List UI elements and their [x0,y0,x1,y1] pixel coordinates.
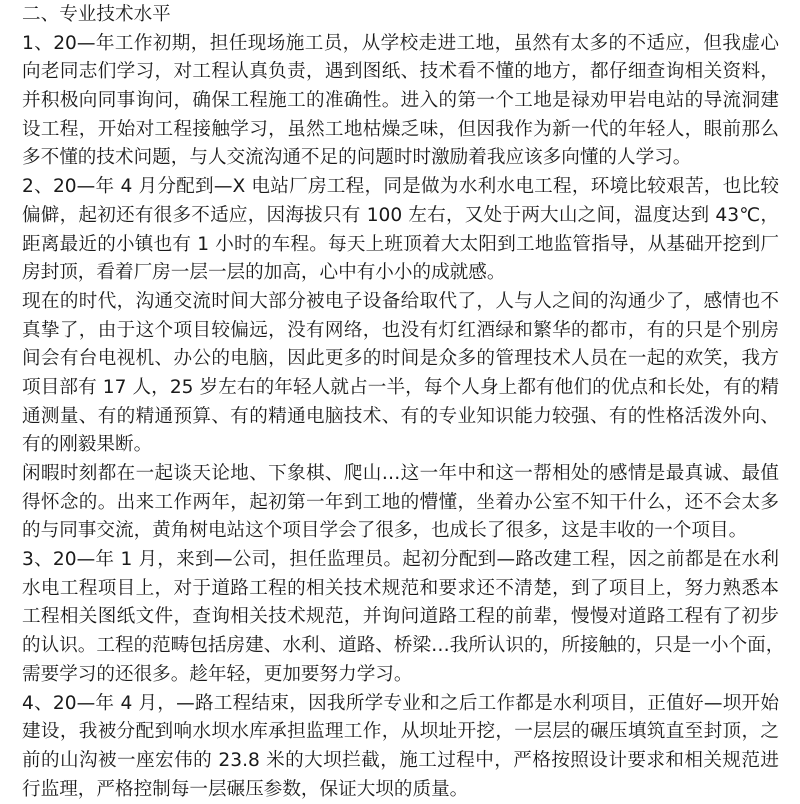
paragraph-line: 需要学习的还很多。趁年轻，更加要努力学习。 [22,661,779,690]
paragraph-line: 建设，我被分配到响水坝水库承担监理工作，从坝址开挖，一层层的碾压填筑直至封顶，之 [22,718,779,747]
paragraph-line: 工程相关图纸文件，查询相关技术规范，并询问道路工程的前辈，慢慢对道路工程有了初步 [22,603,779,632]
paragraph-line: 项目部有 17 人，25 岁左右的年轻人就占一半，每个人身上都有他们的优点和长处，有的精 [22,374,779,403]
paragraph-line: 的与同事交流，黄角树电站这个项目学会了很多，也成长了很多，这是丰收的一个项目。 [22,517,779,546]
paragraph-line: 向老同志们学习，对工程认真负责，遇到图纸、技术看不懂的地方，都仔细查询相关资料， [22,58,779,87]
paragraph-line: 有的刚毅果断。 [22,431,779,460]
paragraph-line: 4、20—年 4 月，—路工程结束，因我所学专业和之后工作都是水利项目，正值好—坝开始 [22,690,779,719]
paragraph-line: 闲暇时刻都在一起谈天论地、下象棋、爬山…这一年中和这一帮相处的感情是最真诚、最值 [22,460,779,489]
paragraph-line: 通测量、有的精通预算、有的精通电脑技术、有的专业知识能力较强、有的性格活泼外向、 [22,403,779,432]
paragraph-line: 并积极向同事询问，确保工程施工的准确性。进入的第一个工地是禄劝甲岩电站的导流洞建 [22,87,779,116]
paragraph-line: 偏僻，起初还有很多不适应，因海拔只有 100 左右，又处于两大山之间，温度达到 43℃， [22,202,779,231]
paragraph-line: 现在的时代，沟通交流时间大部分被电子设备给取代了，人与人之间的沟通少了，感情也不 [22,288,779,317]
paragraph-line: 行监理，严格控制每一层碾压参数，保证大坝的质量。 [22,776,779,804]
paragraph-line: 的认识。工程的范畴包括房建、水利、道路、桥梁…我所认识的，所接触的，只是一小个面， [22,632,779,661]
paragraph-line: 真挚了，由于这个项目较偏远，没有网络，也没有灯红酒绿和繁华的都市，有的只是个别房 [22,317,779,346]
paragraph [22,173,779,288]
paragraph-line: 得怀念的。出来工作两年，起初第一年到工地的懵懂，坐着办公室不知干什么，还不会太多 [22,489,779,518]
paragraph-line: 3、20—年 1 月，来到—公司，担任监理员。起初分配到—路改建工程，因之前都是在水利 [22,546,779,575]
paragraph-line: 设工程，开始对工程接触学习，虽然工地枯燥乏味，但因我作为新一代的年轻人，眼前那么 [22,116,779,145]
paragraph-line: 2、20—年 4 月分配到—X 电站厂房工程，同是做为水利水电工程，环境比较艰苦，也比较 [22,173,779,202]
paragraph-line: 间会有台电视机、办公的电脑，因此更多的时间是众多的管理技术人员在一起的欢笑，我方 [22,345,779,374]
section-heading: 二、专业技术水平 [22,1,779,30]
paragraph [22,460,779,546]
paragraph-line: 水电工程项目上，对于道路工程的相关技术规范和要求还不清楚，到了项目上，努力熟悉本 [22,575,779,604]
paragraph [22,690,779,804]
paragraph-line: 房封顶，看着厂房一层一层的加高，心中有小小的成就感。 [22,259,779,288]
paragraphs [22,30,779,804]
document-body [22,1,779,804]
paragraph-line: 多不懂的技术问题，与人交流沟通不足的问题时时激励着我应该多向懂的人学习。 [22,144,779,173]
paragraph [22,288,779,460]
paragraph [22,30,779,173]
paragraph-line: 1、20—年工作初期，担任现场施工员，从学校走进工地，虽然有太多的不适应，但我虚心 [22,30,779,59]
paragraph-line: 距离最近的小镇也有 1 小时的车程。每天上班顶着大太阳到工地监管指导，从基础开挖到厂 [22,231,779,260]
paragraph-line: 前的山沟被一座宏伟的 23.8 米的大坝拦截，施工过程中，严格按照设计要求和相关规范进 [22,747,779,776]
paragraph [22,546,779,689]
